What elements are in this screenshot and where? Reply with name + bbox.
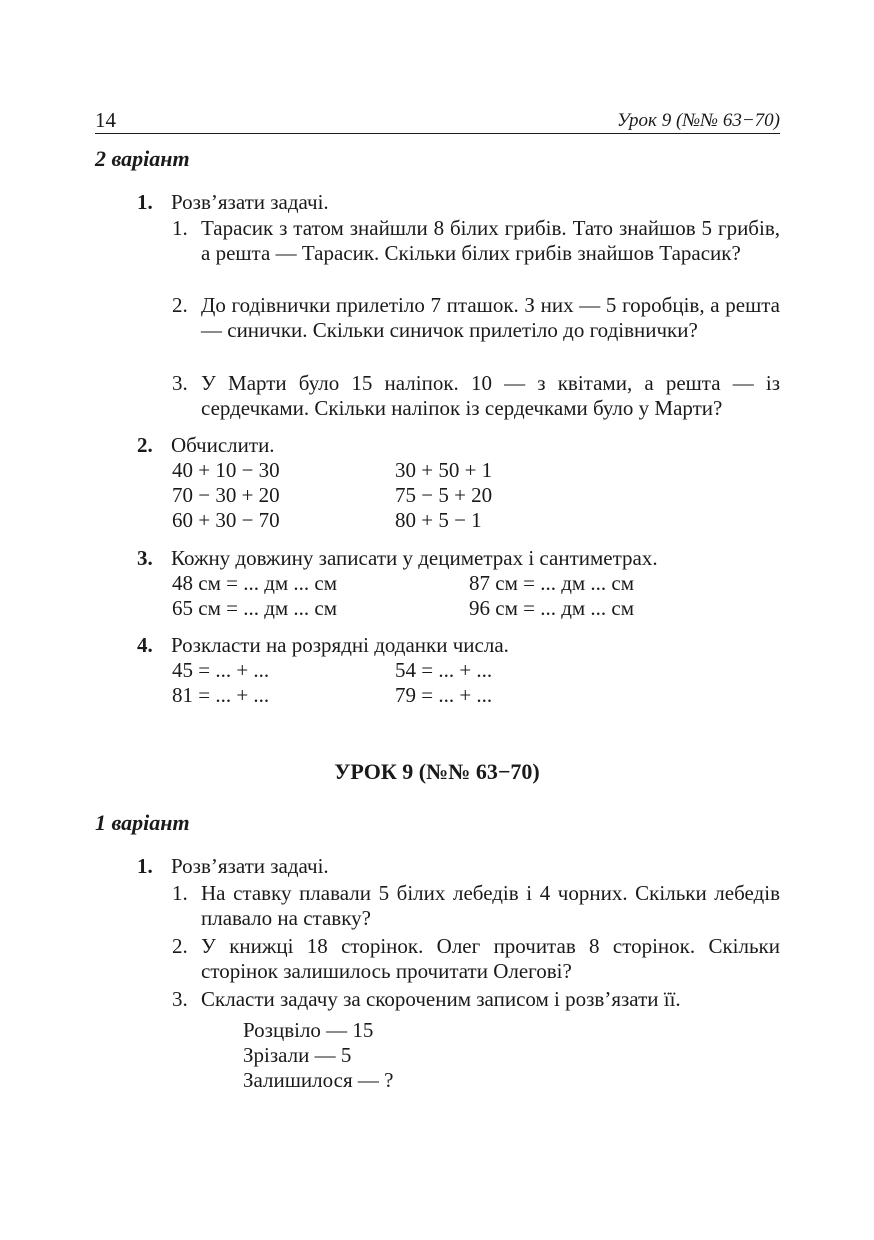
problem-number: 1. bbox=[172, 216, 188, 240]
v1-task1-heading bbox=[137, 854, 787, 879]
conversion: 48 см = ... дм ... см bbox=[172, 571, 338, 595]
expression: 70 − 30 + 20 bbox=[172, 483, 280, 507]
decomposition: 81 = ... + ... bbox=[172, 683, 270, 707]
decomposition: 45 = ... + ... bbox=[172, 658, 270, 682]
problem-number: 3. bbox=[172, 987, 188, 1011]
expression: 60 + 30 − 70 bbox=[172, 508, 280, 532]
conversion: 87 см = ... дм ... см bbox=[469, 571, 635, 595]
task-number: 2. bbox=[137, 433, 153, 457]
v1-task1-problem-1 bbox=[172, 881, 780, 931]
task-number: 3. bbox=[137, 546, 153, 570]
task-title: Розв’язати задачі. bbox=[171, 190, 329, 214]
v2-task1-heading bbox=[137, 190, 787, 215]
v2-task1-problem-3 bbox=[172, 371, 780, 421]
expression: 30 + 50 + 1 bbox=[395, 458, 493, 482]
problem-text: У Марти було 15 наліпок. 10 — з квітами, а решта — із сердечками. Скільки наліпок із сердечками було у Марти? bbox=[201, 371, 780, 420]
expression: 40 + 10 − 30 bbox=[172, 458, 280, 482]
problem-text: Тарасик з татом знайшли 8 білих грибів. Тато знайшов 5 грибів, а решта — Тарасик. Скільки білих грибів знайшов Тарасик? bbox=[201, 216, 780, 265]
brief-note-line: Розцвіло — 15 bbox=[243, 1018, 374, 1042]
v2-task1-problem-1 bbox=[172, 216, 780, 266]
expression: 80 + 5 − 1 bbox=[395, 508, 482, 532]
problem-number: 3. bbox=[172, 371, 188, 395]
task-number: 1. bbox=[137, 854, 153, 878]
decomposition: 54 = ... + ... bbox=[395, 658, 493, 682]
problem-number: 2. bbox=[172, 934, 188, 958]
page-header bbox=[95, 108, 780, 134]
task-number: 1. bbox=[137, 190, 153, 214]
header-rule bbox=[95, 133, 780, 134]
problem-text: Скласти задачу за скороченим записом і розв’язати її. bbox=[201, 987, 681, 1011]
v2-task4-heading bbox=[137, 633, 787, 658]
problem-text: До годівнички прилетіло 7 пташок. З них — 5 горобців, а решта — синички. Скільки синичок прилетіло до годівнички? bbox=[201, 293, 780, 342]
brief-note-line: Зрізали — 5 bbox=[243, 1043, 352, 1067]
variant-1-heading: 1 варіант bbox=[95, 810, 190, 835]
v2-task3-heading bbox=[137, 546, 787, 571]
task-title: Розкласти на розрядні доданки числа. bbox=[171, 633, 509, 657]
problem-number: 2. bbox=[172, 293, 188, 317]
conversion: 65 см = ... дм ... см bbox=[172, 596, 338, 620]
problem-number: 1. bbox=[172, 881, 188, 905]
conversion: 96 см = ... дм ... см bbox=[469, 596, 635, 620]
problem-text: На ставку плавали 5 білих лебедів і 4 чорних. Скільки лебедів плавало на ставку? bbox=[201, 881, 780, 930]
page-number: 14 bbox=[95, 108, 116, 132]
problem-text: У книжці 18 сторінок. Олег прочитав 8 сторінок. Скільки сторінок залишилось прочитати Олегові? bbox=[201, 934, 780, 983]
v2-task2-heading bbox=[137, 433, 787, 458]
running-head: Урок 9 (№№ 63−70) bbox=[617, 110, 780, 131]
decomposition: 79 = ... + ... bbox=[395, 683, 493, 707]
v2-task1-problem-2 bbox=[172, 293, 780, 343]
v1-task1-problem-3 bbox=[172, 987, 780, 1012]
brief-note-line: Залишилося — ? bbox=[243, 1068, 394, 1092]
task-title: Кожну довжину записати у дециметрах і сантиметрах. bbox=[171, 546, 658, 570]
task-number: 4. bbox=[137, 633, 153, 657]
expression: 75 − 5 + 20 bbox=[395, 483, 493, 507]
task-title: Розв’язати задачі. bbox=[171, 854, 329, 878]
task-title: Обчислити. bbox=[171, 433, 275, 457]
variant-2-heading: 2 варіант bbox=[95, 146, 190, 171]
v1-task1-problem-2 bbox=[172, 934, 780, 984]
lesson-title: УРОК 9 (№№ 63−70) bbox=[334, 759, 540, 784]
